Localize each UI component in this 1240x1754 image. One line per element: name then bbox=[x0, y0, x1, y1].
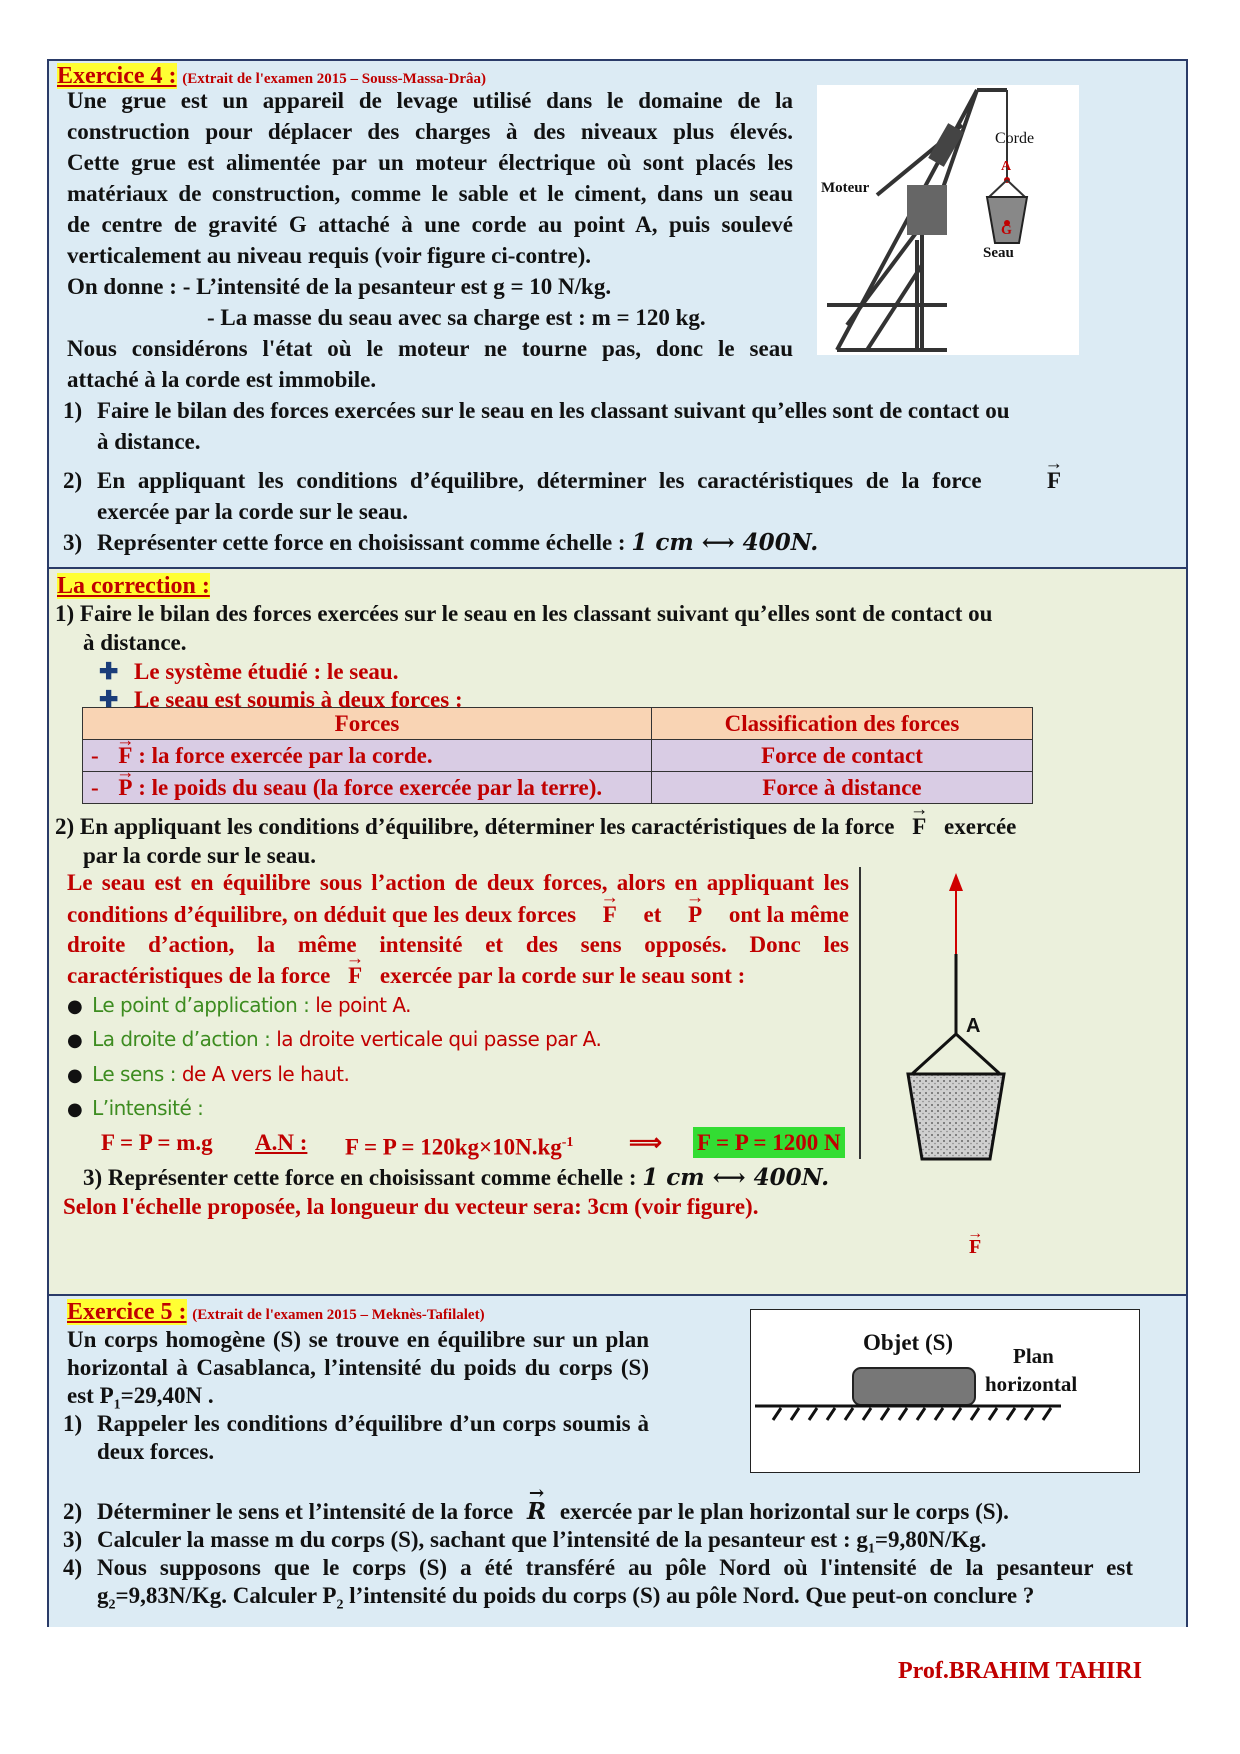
char-value: la droite verticale qui passe par A. bbox=[276, 1027, 602, 1051]
bullet-dot: ● bbox=[67, 996, 83, 1017]
corr-q3-scale: 1 cm ⟷ 400N. bbox=[642, 1164, 830, 1191]
row-force-text: : la force exercée par la corde. bbox=[138, 742, 433, 768]
ex4-q2-num: 2) bbox=[63, 468, 83, 493]
ex4-q3-text: Représenter cette force en choisissant comme échelle : bbox=[97, 530, 626, 555]
table-row bbox=[83, 772, 1033, 804]
object-label: Objet (S) bbox=[863, 1330, 954, 1355]
corr-q3-text: 3) Représenter cette force en choisissant comme échelle : bbox=[83, 1165, 637, 1190]
ex5-q1-num: 1) bbox=[63, 1411, 83, 1436]
exercise-4-source: (Extrait de l'examen 2015 – Souss-Massa-Drâa) bbox=[182, 71, 486, 87]
ex4-given-m: - La masse du seau avec sa charge est : m = 120 kg. bbox=[207, 305, 706, 330]
ex5-q1-text-cont: deux forces. bbox=[97, 1439, 215, 1464]
force-p-vector-label: → P bbox=[118, 775, 132, 801]
table-header-forces: Forces bbox=[83, 708, 652, 740]
exercise-sheet bbox=[47, 59, 1188, 1627]
force-f-vector-label: → F bbox=[603, 899, 617, 930]
ex4-intro-line: verticalement au niveau requis (voir figure ci-contre). bbox=[67, 243, 592, 268]
corr-explanation-line: Le seau est en équilibre sous l’action de deux forces, alors en appliquant les bbox=[67, 870, 849, 895]
char-value: de A vers le haut. bbox=[181, 1062, 350, 1086]
crane-figure bbox=[817, 85, 1079, 355]
seau-label: Seau bbox=[983, 245, 1014, 261]
force-f-vector-label: → F bbox=[969, 1236, 981, 1259]
force-r-vector-label: → R bbox=[527, 1496, 546, 1527]
author-footer: Prof.BRAHIM TAHIRI bbox=[898, 1658, 1143, 1684]
ex4-q2-text: En appliquant les conditions d’équilibre, déterminer les caractéristiques de la force bbox=[97, 468, 982, 493]
ex5-q2-text: exercée par le plan horizontal sur le corps (S). bbox=[559, 1499, 1009, 1524]
correction-section bbox=[49, 569, 1186, 1296]
force-f-vector-label: → F bbox=[348, 960, 362, 991]
forces-table bbox=[82, 707, 1033, 804]
formula-literal: F = P = m.g bbox=[101, 1130, 213, 1155]
ex4-state-line: Nous considérons l'état où le moteur ne tourne pas, donc le seau bbox=[67, 336, 793, 361]
corr-q3-answer: Selon l'échelle proposée, la longueur du vecteur sera: 3cm (voir figure). bbox=[63, 1194, 759, 1219]
ex5-q3-text: =9,80N/Kg. bbox=[874, 1527, 987, 1552]
ex4-given-label: On donne : bbox=[67, 274, 177, 299]
corr-explanation-text: caractéristiques de la force bbox=[67, 963, 331, 988]
ex4-q1-num: 1) bbox=[63, 398, 83, 423]
row-force-text: : le poids du seau (la force exercée par la terre). bbox=[138, 774, 603, 800]
ex5-q3-num: 3) bbox=[63, 1527, 83, 1552]
ex5-q2-text: Déterminer le sens et l’intensité de la force bbox=[97, 1499, 514, 1524]
table-cell-classification: Force à distance bbox=[652, 772, 1033, 804]
corr-explanation-line: droite d’action, la même intensité et des sens opposés. Donc les bbox=[67, 932, 849, 957]
row-dash: - bbox=[91, 774, 99, 800]
exercise-4-title: Exercice 4 : bbox=[57, 63, 177, 89]
force-p-vector-label: → P bbox=[688, 899, 702, 930]
ex5-q3-text: Calculer la masse m du corps (S), sachant que l’intensité de la pesanteur est : g bbox=[97, 1527, 868, 1552]
ex5-q1-text: Rappeler les conditions d’équilibre d’un corps soumis à bbox=[97, 1411, 649, 1436]
exercise-5-source: (Extrait de l'examen 2015 – Meknès-Tafilalet) bbox=[192, 1307, 485, 1323]
char-value: le point A. bbox=[315, 993, 412, 1017]
ex4-intro-line: matériaux de construction, comme le sable et le ciment, dans un seau bbox=[67, 181, 793, 206]
bucket-force-figure bbox=[894, 869, 1094, 1258]
ex4-given-g: - L’intensité de la pesanteur est g = 10 N/kg. bbox=[182, 274, 612, 299]
char-label: Le sens : bbox=[92, 1062, 176, 1086]
point-g-label: G bbox=[1001, 223, 1012, 238]
corr-explanation-et: et bbox=[643, 902, 662, 927]
corr-explanation-text: conditions d’équilibre, on déduit que les deux forces bbox=[67, 902, 577, 927]
force-f-vector-label: → F bbox=[912, 811, 926, 842]
ex4-q1-text: Faire le bilan des forces exercées sur le seau en les classant suivant qu’elles sont de contact ou bbox=[97, 398, 1010, 423]
ex5-q4-text: l’intensité du poids du corps (S) au pôle Nord. Que peut-on conclure ? bbox=[349, 1583, 1035, 1608]
table-row bbox=[83, 740, 1033, 772]
corr-explanation-text: ont la même bbox=[728, 902, 849, 927]
corr-q2-text-cont: par la corde sur le seau. bbox=[83, 843, 316, 868]
formula-numeric: F = P = 120kg×10N.kg bbox=[345, 1134, 562, 1160]
ex4-q3-num: 3) bbox=[63, 530, 83, 555]
object-block bbox=[853, 1368, 975, 1405]
bullet-dot: ● bbox=[67, 1099, 83, 1120]
bullet-dot: ● bbox=[67, 1030, 83, 1051]
force-vector-arrowhead bbox=[949, 873, 963, 891]
ex4-intro-line: construction pour déplacer des charges à des niveaux plus élevés. bbox=[67, 119, 793, 144]
table-header-row bbox=[83, 708, 1033, 740]
table-cell-force bbox=[83, 740, 652, 772]
bullet-dot: ● bbox=[67, 1065, 83, 1086]
force-f-vector-label: → F bbox=[1047, 465, 1061, 496]
bucket-drawing bbox=[894, 869, 1094, 1169]
point-a-label: A bbox=[1001, 159, 1012, 174]
plane-figure bbox=[750, 1309, 1140, 1473]
ex5-intro-text: est P bbox=[67, 1383, 114, 1408]
result-box: F = P = 1200 N bbox=[693, 1127, 845, 1158]
forces-table-wrapper bbox=[82, 707, 1033, 804]
ex5-intro-line: Un corps homogène (S) se trouve en équilibre sur un plan bbox=[67, 1327, 649, 1352]
exercise-5-section bbox=[49, 1296, 1186, 1627]
corr-q1-text-cont: à distance. bbox=[83, 630, 187, 655]
subscript: 2 bbox=[336, 1597, 344, 1613]
ex5-q4-text: g bbox=[97, 1583, 109, 1608]
char-label: Le point d’application : bbox=[92, 993, 310, 1017]
formula-exponent: -1 bbox=[561, 1135, 574, 1150]
ex4-intro-line: de centre de gravité G attaché à une corde au point A, puis soulevé bbox=[67, 212, 793, 237]
implies-icon: ⟹ bbox=[629, 1130, 662, 1155]
subscript: 2 bbox=[108, 1597, 116, 1613]
corr-system: Le système étudié : le seau. bbox=[134, 659, 399, 684]
ex5-q4-text: Nous supposons que le corps (S) a été transféré au pôle Nord où l'intensité de la pesanteur est bbox=[97, 1555, 1133, 1580]
corr-q1-text: 1) Faire le bilan des forces exercées sur le seau en les classant suivant qu’elles sont de contact ou bbox=[55, 601, 993, 626]
exercise-5-title: Exercice 5 : bbox=[67, 1299, 187, 1325]
ex5-q2-num: 2) bbox=[63, 1499, 83, 1524]
figure-divider bbox=[859, 867, 861, 1159]
plus-bullet-icon: ✚ bbox=[99, 687, 119, 712]
numerical-application-label: A.N : bbox=[255, 1130, 308, 1155]
plane-drawing bbox=[751, 1310, 1139, 1472]
corde-label: Corde bbox=[995, 130, 1035, 147]
plane-label: Plan bbox=[1013, 1344, 1054, 1368]
corr-q2-text: 2) En appliquant les conditions d’équilibre, déterminer les caractéristiques de la force bbox=[55, 814, 895, 839]
ex5-q4-num: 4) bbox=[63, 1555, 83, 1580]
table-cell-classification: Force de contact bbox=[652, 740, 1033, 772]
bucket-shape bbox=[908, 1074, 1004, 1159]
point-a-label: A bbox=[966, 1015, 981, 1037]
ex4-q2-text-cont: exercée par la corde sur le seau. bbox=[97, 499, 409, 524]
moteur-label: Moteur bbox=[821, 180, 870, 196]
correction-title: La correction : bbox=[57, 573, 210, 599]
ex5-intro-line: horizontal à Casablanca, l’intensité du poids du corps (S) bbox=[67, 1355, 649, 1380]
ex4-q3-scale: 1 cm ⟷ 400N. bbox=[631, 529, 819, 556]
ex5-intro-text: =29,40N . bbox=[120, 1383, 214, 1408]
table-header-classification: Classification des forces bbox=[652, 708, 1033, 740]
ex4-intro-line: Une grue est un appareil de levage utilisé dans le domaine de la bbox=[67, 88, 793, 113]
subscript: 1 bbox=[113, 1397, 121, 1413]
plane-label: horizontal bbox=[985, 1372, 1078, 1396]
ex4-intro-line: Cette grue est alimentée par un moteur électrique où sont placés les bbox=[67, 150, 793, 175]
exercise-4-section bbox=[49, 61, 1186, 569]
row-dash: - bbox=[91, 742, 99, 768]
force-f-vector-label: → F bbox=[118, 743, 132, 769]
crane-drawing bbox=[817, 85, 1079, 355]
ex4-q1-text-cont: à distance. bbox=[97, 429, 201, 454]
corr-subject: Le seau est soumis à deux forces : bbox=[134, 687, 463, 712]
ground-hatching bbox=[773, 1408, 1051, 1420]
corr-q2-after: exercée bbox=[944, 814, 1017, 839]
subscript: 1 bbox=[867, 1541, 875, 1557]
char-label: La droite d’action : bbox=[92, 1027, 271, 1051]
corr-explanation-text: exercée par la corde sur le seau sont : bbox=[379, 963, 746, 988]
ex4-state-line: attaché à la corde est immobile. bbox=[67, 367, 377, 392]
table-cell-force bbox=[83, 772, 652, 804]
plus-bullet-icon: ✚ bbox=[99, 659, 119, 684]
char-label: L’intensité : bbox=[92, 1096, 204, 1120]
ex5-q4-text: =9,83N/Kg. Calculer P bbox=[115, 1583, 337, 1608]
